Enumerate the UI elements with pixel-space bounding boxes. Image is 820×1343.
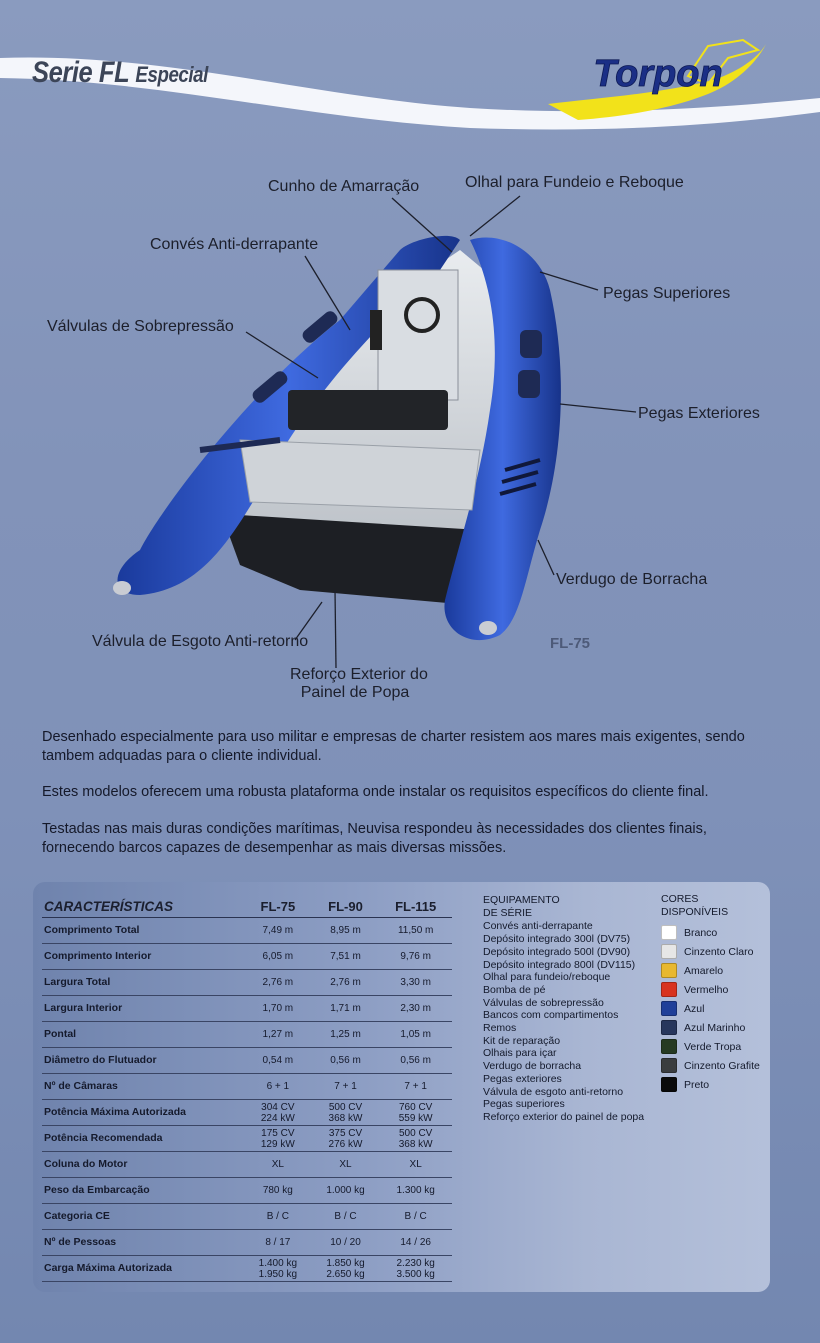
boat-illustration (100, 210, 580, 650)
color-swatch (661, 1077, 677, 1092)
specs-cell (379, 1074, 452, 1100)
series-title: Serie FL Especial (32, 56, 208, 89)
specs-cell-line: 1,05 m (400, 1029, 431, 1040)
specs-header-fl115: FL-115 (379, 895, 452, 918)
specs-cell (379, 970, 452, 996)
specs-row (42, 1074, 452, 1100)
specs-cell-line: 2,30 m (400, 1003, 431, 1014)
specs-cell-line: 6 + 1 (266, 1081, 290, 1092)
specs-row (42, 996, 452, 1022)
equipment-list (483, 894, 644, 1124)
specs-header-fl75: FL-75 (244, 895, 312, 918)
specs-cell (379, 944, 452, 970)
specs-row-label: Peso da Embarcação (42, 1178, 244, 1204)
equipment-item: Depósito integrado 500l (DV90) (483, 945, 631, 958)
equipment-item: Olhais para içar (483, 1047, 557, 1060)
color-option (661, 1056, 760, 1075)
specs-row-label: Largura Total (42, 970, 244, 996)
specs-body (42, 918, 452, 1282)
specs-cell-line: 9,76 m (400, 951, 431, 962)
color-option (661, 942, 760, 961)
specs-header-row (42, 895, 452, 918)
specs-cell (312, 1022, 380, 1048)
specs-row-label: Comprimento Interior (42, 944, 244, 970)
specs-cell (244, 996, 312, 1022)
specs-row (42, 1230, 452, 1256)
specs-cell-line: 0,54 m (262, 1055, 294, 1066)
equipment-item: Válvulas de sobrepressão (483, 996, 604, 1009)
specs-header-label: CARACTERÍSTICAS (42, 895, 244, 918)
specs-cell-line: XL (409, 1159, 422, 1170)
specs-row-label: Coluna do Motor (42, 1152, 244, 1178)
specs-cell-line: 7,49 m (262, 925, 294, 936)
specs-cell (244, 1074, 312, 1100)
specs-cell-line: 1.300 kg (396, 1185, 435, 1196)
specs-row (42, 1204, 452, 1230)
equipment-item: Válvula de esgoto anti-retorno (483, 1085, 624, 1098)
color-name: Preto (684, 1078, 710, 1091)
specs-cell (312, 944, 380, 970)
specs-cell-line: B / C (266, 1211, 289, 1222)
equipment-item: Olhal para fundeio/reboque (483, 971, 611, 984)
specs-cell (312, 1152, 380, 1178)
color-option (661, 1018, 760, 1037)
specs-cell-line: 368 kW (328, 1112, 363, 1124)
specs-cell (312, 1204, 380, 1230)
specs-cell-line: 8,95 m (330, 925, 361, 936)
specs-cell-line: 304 CV (261, 1101, 295, 1113)
color-option (661, 961, 760, 980)
specs-cell-line: 1.850 kg (326, 1257, 365, 1269)
specs-cell-line: 2,76 m (262, 977, 294, 988)
specs-header-fl90: FL-90 (312, 895, 380, 918)
specs-cell-line: 7,51 m (330, 951, 361, 962)
color-swatch (661, 944, 677, 959)
specs-cell (312, 1230, 380, 1256)
specs-row-label: Nº de Pessoas (42, 1230, 244, 1256)
equipment-item: Kit de reparação (483, 1034, 561, 1047)
color-swatch (661, 982, 677, 997)
specs-cell-line: 11,50 m (397, 925, 434, 936)
color-swatch (661, 1058, 677, 1073)
color-swatch (661, 963, 677, 978)
color-option (661, 923, 760, 942)
specs-cell-line: 224 kW (260, 1112, 295, 1124)
specs-row (42, 1126, 452, 1152)
specs-cell (312, 918, 380, 944)
specs-cell-line: 7 + 1 (334, 1081, 357, 1092)
specs-row (42, 1100, 452, 1126)
specs-cell-line: 14 / 26 (400, 1237, 431, 1248)
colors-title: CORES DISPONÍVEIS (661, 893, 729, 918)
specs-row-label: Carga Máxima Autorizada (42, 1256, 244, 1282)
specs-row (42, 944, 452, 970)
specs-row-label: Potência Recomendada (42, 1126, 244, 1152)
color-name: Cinzento Grafite (684, 1059, 760, 1072)
specs-cell-line: 6,05 m (262, 951, 294, 962)
specs-cell-line: 1,27 m (262, 1029, 294, 1040)
specs-cell-line: 2.650 kg (326, 1268, 365, 1280)
specs-row (42, 1048, 452, 1074)
color-name: Cinzento Claro (684, 945, 754, 958)
specs-cell (379, 996, 452, 1022)
equipment-title: EQUIPAMENTO DE SÉRIE (483, 894, 560, 919)
specs-cell-line: 760 CV (398, 1101, 433, 1113)
specs-cell (244, 1256, 312, 1282)
specs-cell (244, 970, 312, 996)
specs-cell-line: B / C (334, 1211, 357, 1222)
color-name: Branco (684, 926, 718, 939)
equipment-item: Verdugo de borracha (483, 1060, 582, 1073)
callout-reforco: Reforço Exterior do Painel de Popa (290, 666, 428, 701)
specs-cell-line: 368 kW (398, 1138, 433, 1150)
specs-cell-line: XL (339, 1159, 352, 1170)
specs-cell (244, 1178, 312, 1204)
description-paragraph-3: Testadas nas mais duras condições marítimas, Neuvisa respondeu às necessidades dos clientes finais, fornecendo barcos capazes de desempenhar as mais diversas missões. (42, 821, 707, 856)
color-option (661, 1075, 760, 1094)
specs-cell (312, 1074, 380, 1100)
model-tag: FL-75 (550, 635, 591, 652)
specs-row-label: Potência Máxima Autorizada (42, 1100, 244, 1126)
description-paragraph-2: Estes modelos oferecem uma robusta plataforma onde instalar os requisitos específicos do cliente final. (42, 784, 709, 800)
specs-cell (312, 1126, 380, 1152)
specs-cell (379, 1022, 452, 1048)
specs-cell (379, 1100, 452, 1126)
specs-cell (312, 1178, 380, 1204)
specs-cell (244, 1126, 312, 1152)
color-swatch (661, 1039, 677, 1054)
callout-valvulas: Válvulas de Sobrepressão (47, 318, 234, 335)
specs-cell (379, 1126, 452, 1152)
color-name: Verde Tropa (684, 1040, 742, 1053)
specs-row-label: Largura Interior (42, 996, 244, 1022)
specs-cell (379, 1048, 452, 1074)
specs-cell-line: 1,25 m (330, 1029, 361, 1040)
equipment-item: Pegas superiores (483, 1098, 565, 1111)
specs-cell-line: 276 kW (328, 1138, 363, 1150)
specs-cell (244, 1152, 312, 1178)
specs-cell-line: 0,56 m (330, 1055, 361, 1066)
specs-cell-line: 1,71 m (330, 1003, 361, 1014)
specs-cell (244, 1100, 312, 1126)
brand-logo (538, 36, 778, 126)
specs-row (42, 1152, 452, 1178)
specs-row (42, 1022, 452, 1048)
color-option (661, 1037, 760, 1056)
color-option (661, 980, 760, 999)
specs-cell (312, 1048, 380, 1074)
specs-row-label: Comprimento Total (42, 918, 244, 944)
specs-cell (379, 1256, 452, 1282)
specs-row (42, 918, 452, 944)
specs-row-label: Nº de Câmaras (42, 1074, 244, 1100)
specs-row (42, 1178, 452, 1204)
specs-row-label: Categoria CE (42, 1204, 244, 1230)
specs-cell-line: 1.000 kg (326, 1185, 365, 1196)
specs-cell (312, 1256, 380, 1282)
specs-cell (244, 1204, 312, 1230)
specs-cell (244, 1022, 312, 1048)
specs-cell (379, 1152, 452, 1178)
color-swatch (661, 925, 677, 940)
specs-cell-line: B / C (404, 1211, 427, 1222)
specs-table (42, 895, 452, 1282)
specs-cell (379, 1204, 452, 1230)
specs-cell (379, 918, 452, 944)
callout-valvula-esgoto: Válvula de Esgoto Anti-retorno (92, 633, 309, 650)
description-paragraph-1: Desenhado especialmente para uso militar e empresas de charter resistem aos mares mais exigentes, sendo tambem adquadas para o cliente individual. (42, 729, 745, 764)
specs-cell (312, 996, 380, 1022)
specs-cell (244, 944, 312, 970)
specs-cell (312, 970, 380, 996)
callout-pegas-exteriores: Pegas Exteriores (638, 405, 760, 422)
specs-cell-line: 2.230 kg (396, 1257, 435, 1269)
specs-cell-line: 1.400 kg (258, 1257, 298, 1269)
specs-cell (244, 918, 312, 944)
specs-cell-line: 175 CV (261, 1127, 295, 1139)
specs-row (42, 970, 452, 996)
specs-cell-line: 375 CV (328, 1127, 363, 1139)
specs-cell (244, 1048, 312, 1074)
specs-row-label: Pontal (42, 1022, 244, 1048)
specs-cell-line: 500 CV (398, 1127, 433, 1139)
specs-cell-line: 8 / 17 (265, 1237, 291, 1248)
specs-cell-line: 3,30 m (400, 977, 431, 988)
specs-cell-line: XL (271, 1159, 284, 1170)
specs-cell (379, 1178, 452, 1204)
specs-cell-line: 0,56 m (400, 1055, 431, 1066)
color-name: Azul Marinho (684, 1021, 746, 1034)
equipment-item: Pegas exteriores (483, 1072, 562, 1085)
specs-cell (379, 1230, 452, 1256)
specs-cell-line: 500 CV (328, 1101, 363, 1113)
color-name: Vermelho (684, 983, 729, 996)
equipment-item: Convés anti-derrapante (483, 920, 593, 933)
specs-cell-line: 780 kg (262, 1185, 293, 1196)
equipment-item: Depósito integrado 300l (DV75) (483, 933, 631, 946)
color-swatch (661, 1001, 677, 1016)
callout-cunho: Cunho de Amarração (268, 178, 420, 195)
specs-cell-line: 7 + 1 (404, 1081, 427, 1092)
specs-row (42, 1256, 452, 1282)
callout-olhal: Olhal para Fundeio e Reboque (465, 174, 684, 191)
equipment-item: Depósito integrado 800l (DV115) (483, 958, 636, 971)
specs-row-label: Diâmetro do Flutuador (42, 1048, 244, 1074)
color-option (661, 999, 760, 1018)
specs-cell-line: 3.500 kg (396, 1268, 435, 1280)
specs-cell-line: 129 kW (260, 1138, 295, 1150)
equipment-item: Reforço exterior do painel de popa (483, 1110, 645, 1123)
callout-verdugo: Verdugo de Borracha (556, 571, 708, 588)
color-name: Azul (684, 1002, 705, 1015)
specs-cell-line: 559 kW (398, 1112, 433, 1124)
colors-list (661, 893, 760, 1094)
specs-cell (312, 1100, 380, 1126)
specs-cell-line: 1,70 m (262, 1003, 294, 1014)
color-swatch (661, 1020, 677, 1035)
callout-conves: Convés Anti-derrapante (150, 236, 319, 253)
color-name: Amarelo (684, 964, 724, 977)
equipment-item: Bomba de pé (483, 983, 546, 996)
equipment-item: Remos (483, 1022, 517, 1035)
equipment-item: Bancos com compartimentos (483, 1009, 619, 1022)
specs-cell (244, 1230, 312, 1256)
specs-cell-line: 1.950 kg (258, 1268, 298, 1280)
specs-cell-line: 10 / 20 (330, 1237, 361, 1248)
callout-pegas-superiores: Pegas Superiores (603, 285, 731, 302)
specs-cell-line: 2,76 m (330, 977, 361, 988)
svg-text:Torpon: Torpon (593, 53, 723, 95)
